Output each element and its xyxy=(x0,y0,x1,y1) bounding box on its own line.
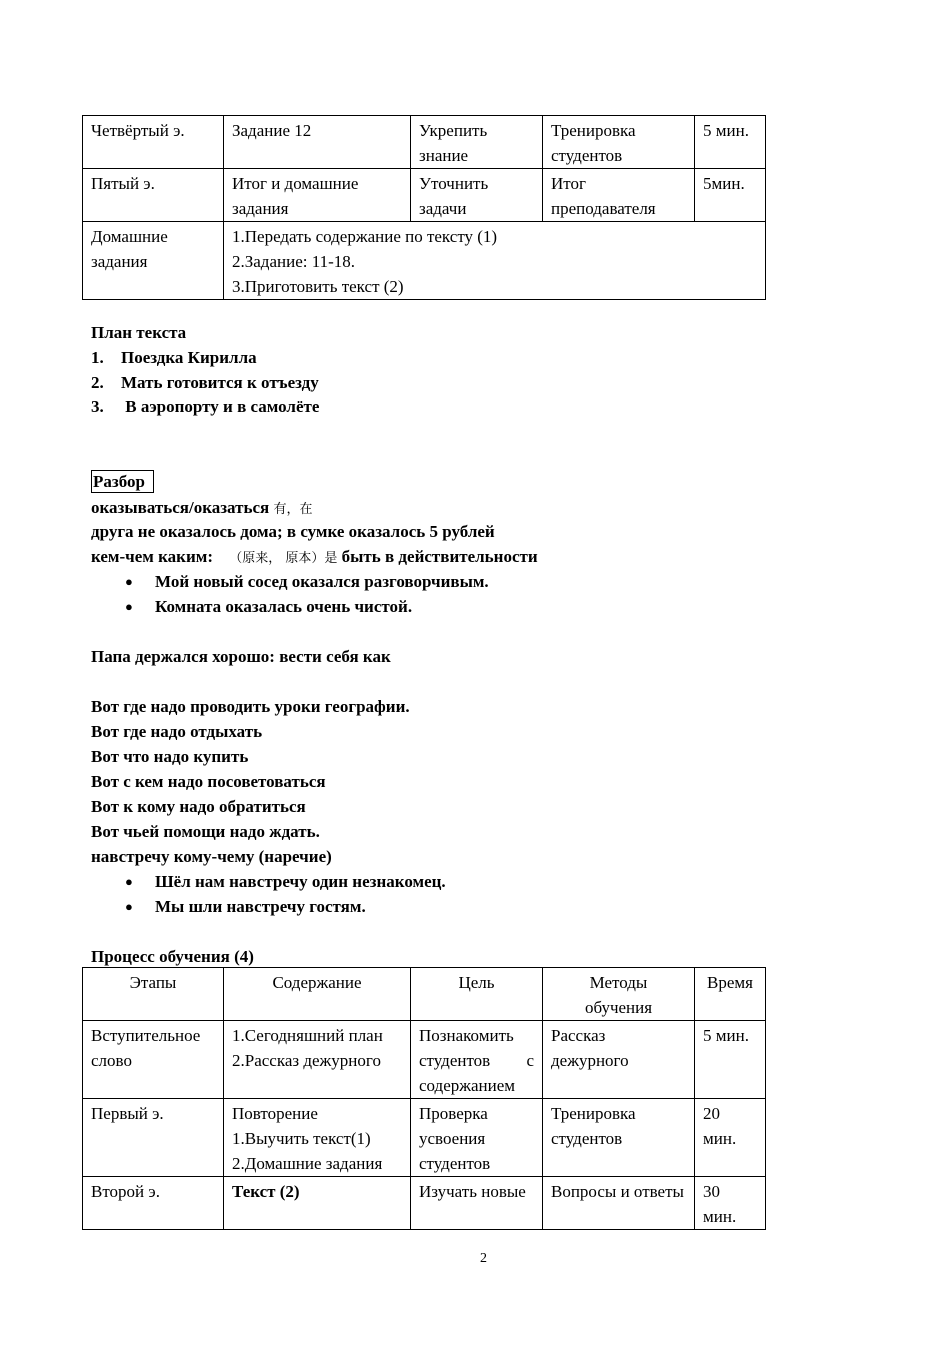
table-header-row xyxy=(83,968,766,1021)
lesson-stages-table-continued xyxy=(82,115,766,300)
vot-line: Вот с кем надо посоветоваться xyxy=(91,772,326,791)
method-cell: Тренировка студентов xyxy=(543,116,695,169)
vot-line: Вот где надо проводить уроки географии. xyxy=(91,697,410,716)
homework-item: 1.Передать содержание по тексту (1) xyxy=(232,227,498,246)
stage-cell: Первый э. xyxy=(83,1099,224,1177)
vot-line: Вот что надо купить xyxy=(91,747,249,766)
example-bullet: Шёл нам навстречу один незнакомец. xyxy=(155,872,446,891)
goal-cell: Проверка усвоения студентов xyxy=(411,1099,543,1177)
method-cell: Тренировка студентов xyxy=(543,1099,695,1177)
vot-line: Вот чьей помощи надо ждать. xyxy=(91,822,320,841)
teaching-process-table xyxy=(82,967,766,1230)
bullet-icon: ● xyxy=(125,599,133,614)
table-row xyxy=(83,169,766,222)
time-cell: 5мин. xyxy=(695,169,766,222)
plan-item: 3. В аэропорту и в самолёте xyxy=(91,397,320,416)
analysis-heading: Разбор xyxy=(91,469,154,494)
goal-cell: Укрепить знание xyxy=(411,116,543,169)
homework-item: 2.Задание: 11-18. xyxy=(232,252,356,271)
method-cell: Вопросы и ответы xyxy=(543,1177,695,1230)
stage-cell: Второй э. xyxy=(83,1177,224,1230)
content-cell: Задание 12 xyxy=(224,116,411,169)
table-row xyxy=(83,222,766,300)
table-row xyxy=(83,1021,766,1099)
page-number: 2 xyxy=(480,1251,487,1266)
chinese-gloss: （原来， 原本）是 xyxy=(229,551,338,566)
plan-title: План текста xyxy=(91,323,187,342)
goal-cell: Познакомить студентов с содержанием xyxy=(411,1021,543,1099)
stage-cell: Вступительное слово xyxy=(83,1021,224,1099)
header-cell: Содержание xyxy=(224,968,411,1021)
vot-line: Вот к кому надо обратиться xyxy=(91,797,306,816)
pattern-line: кем-чем каким: （原来， 原本）是 быть в действительности xyxy=(91,547,538,566)
process-title: Процесс обучения (4) xyxy=(91,947,254,966)
example-bullet: Мы шли навстречу гостям. xyxy=(155,897,366,916)
table-row xyxy=(83,1099,766,1177)
time-cell: 30 мин. xyxy=(695,1177,766,1230)
homework-label-cell: Домашние задания xyxy=(83,222,224,300)
plan-item: 2. Мать готовится к отъезду xyxy=(91,373,319,392)
chinese-gloss: 有，在 xyxy=(273,502,313,517)
example-bullet: Комната оказалась очень чистой. xyxy=(155,597,413,616)
bullet-icon: ● xyxy=(125,874,133,889)
example-bullet: Мой новый сосед оказался разговорчивым. xyxy=(155,572,489,591)
header-cell: Цель xyxy=(411,968,543,1021)
method-cell: Рассказ дежурного xyxy=(543,1021,695,1099)
bullet-icon: ● xyxy=(125,574,133,589)
table-row xyxy=(83,116,766,169)
time-cell: 5 мин. xyxy=(695,1021,766,1099)
verb-line: оказываться/оказаться 有，在 xyxy=(91,498,313,517)
stage-cell: Четвёртый э. xyxy=(83,116,224,169)
time-cell: 20 мин. xyxy=(695,1099,766,1177)
table-row xyxy=(83,1177,766,1230)
time-cell: 5 мин. xyxy=(695,116,766,169)
vot-line: навстречу кому-чему (наречие) xyxy=(91,847,332,866)
phrase-line: Папа держался хорошо: вести себя как xyxy=(91,647,391,666)
homework-content-cell xyxy=(224,222,766,300)
content-cell: Текст (2) xyxy=(224,1177,411,1230)
method-cell: Итог преподавателя xyxy=(543,169,695,222)
header-cell: Методы обучения xyxy=(543,968,695,1021)
header-cell: Время xyxy=(695,968,766,1021)
stage-cell: Пятый э. xyxy=(83,169,224,222)
header-cell: Этапы xyxy=(83,968,224,1021)
plan-item: 1. Поездка Кирилла xyxy=(91,348,257,367)
content-cell: Повторение 1.Выучить текст(1) 2.Домашние задания xyxy=(224,1099,411,1177)
goal-cell: Уточнить задачи xyxy=(411,169,543,222)
content-cell: 1.Сегодняшний план 2.Рассказ дежурного xyxy=(224,1021,411,1099)
vot-line: Вот где надо отдыхать xyxy=(91,722,263,741)
bullet-icon: ● xyxy=(125,899,133,914)
content-cell: Итог и домашние задания xyxy=(224,169,411,222)
example-line: друга не оказалось дома; в сумке оказалось 5 рублей xyxy=(91,522,495,541)
homework-item: 3.Приготовить текст (2) xyxy=(232,277,404,296)
goal-cell: Изучать новые xyxy=(411,1177,543,1230)
